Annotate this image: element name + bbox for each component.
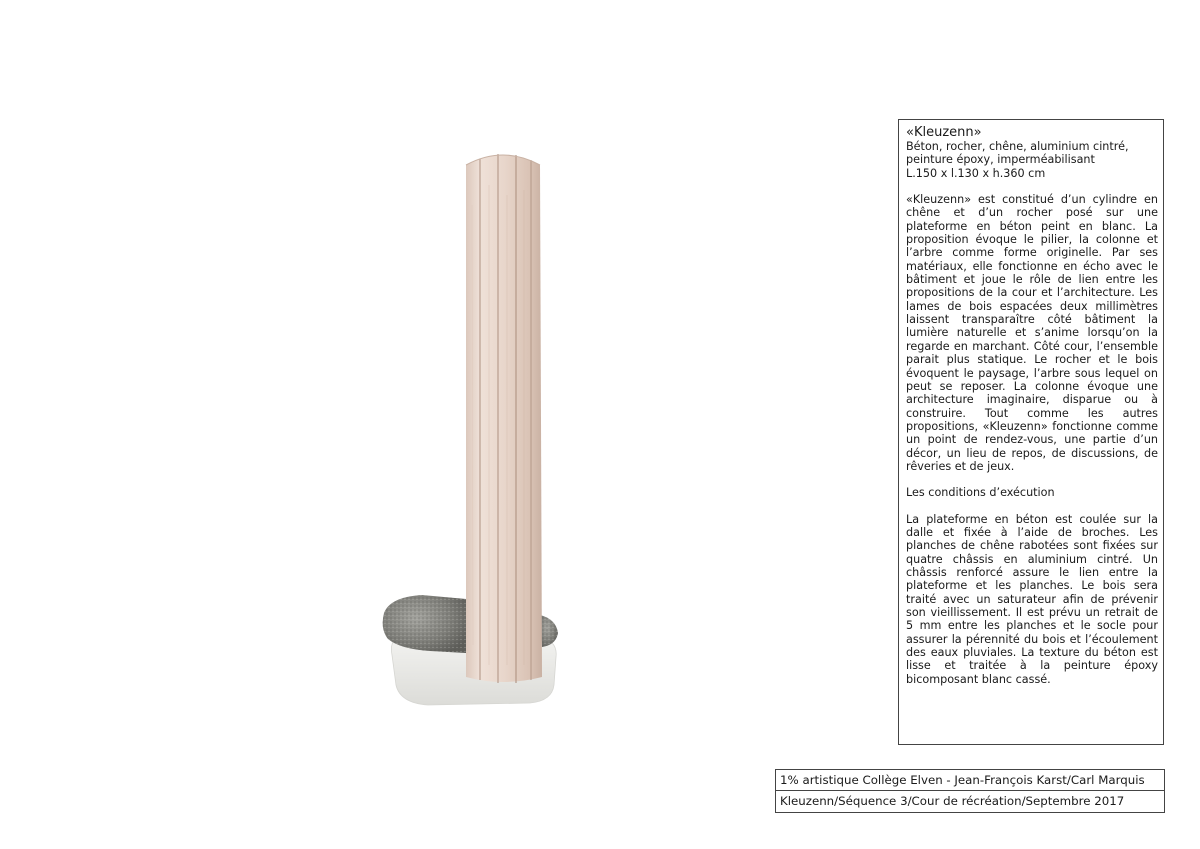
artwork-materials-line-1: Béton, rocher, chêne, aluminium cintré, bbox=[906, 140, 1129, 153]
credit-line-sequence: Kleuzenn/Séquence 3/Cour de récréation/Septembre 2017 bbox=[775, 791, 1165, 813]
oak-cylinder bbox=[466, 154, 542, 683]
artwork-title: «Kleuzenn» bbox=[906, 125, 982, 140]
artwork-description: «Kleuzenn» est constitué d’un cylindre en chêne et d’un rocher posé sur une plateforme en béton peint en blanc. La proposition évoque le pilier, la colonne et l’arbre comme forme originelle. Par ses matériaux, elle fonctionne en écho avec le bâtiment et joue le rôle de lien entre les propositions de la cour et l’architecture. Les lames de bois espacées deux millimètres laissent transparaître côté bâtiment la lumière naturelle et s’anime lorsqu’on la regarde en marchant. Côté cour, l’ensemble parait plus statique. Le rocher et le bois évoquent le paysage, l’arbre sous lequel on peut se reposer. La colonne évoque une architecture imaginaire, disparue ou à construire. Tout comme les autres propositions, «Kleuzenn» fonctionne comme un point de rendez-vous, une partie d’un décor, un lieu de repos, de discussions, de rêveries et de jeux. bbox=[906, 193, 1158, 473]
artwork-dimensions: L.150 x l.130 x h.360 cm bbox=[906, 166, 1046, 180]
artwork-materials-line-2: peinture époxy, imperméabilisant bbox=[906, 153, 1095, 167]
description-panel bbox=[898, 119, 1164, 745]
credit-line-project: 1% artistique Collège Elven - Jean-François Karst/Carl Marquis bbox=[775, 769, 1165, 791]
sculpture-photo bbox=[370, 145, 570, 715]
conditions-text: La plateforme en béton est coulée sur la dalle et fixée à l’aide de broches. Les planches de chêne rabotées sont fixées sur quatre châssis en aluminium cintré. Un châssis renforcé assure le lien entre la plateforme et les planches. Le bois sera traité avec un saturateur afin de prévenir son vieillissement. Il est prévu un retrait de 5 mm entre les planches et le socle pour assurer la pérennité du bois et l’écoulement des eaux pluviales. La texture du béton est lisse et traitée à la peinture époxy bicomposant blanc cassé. bbox=[906, 512, 1158, 686]
conditions-heading: Les conditions d’exécution bbox=[906, 486, 1055, 500]
